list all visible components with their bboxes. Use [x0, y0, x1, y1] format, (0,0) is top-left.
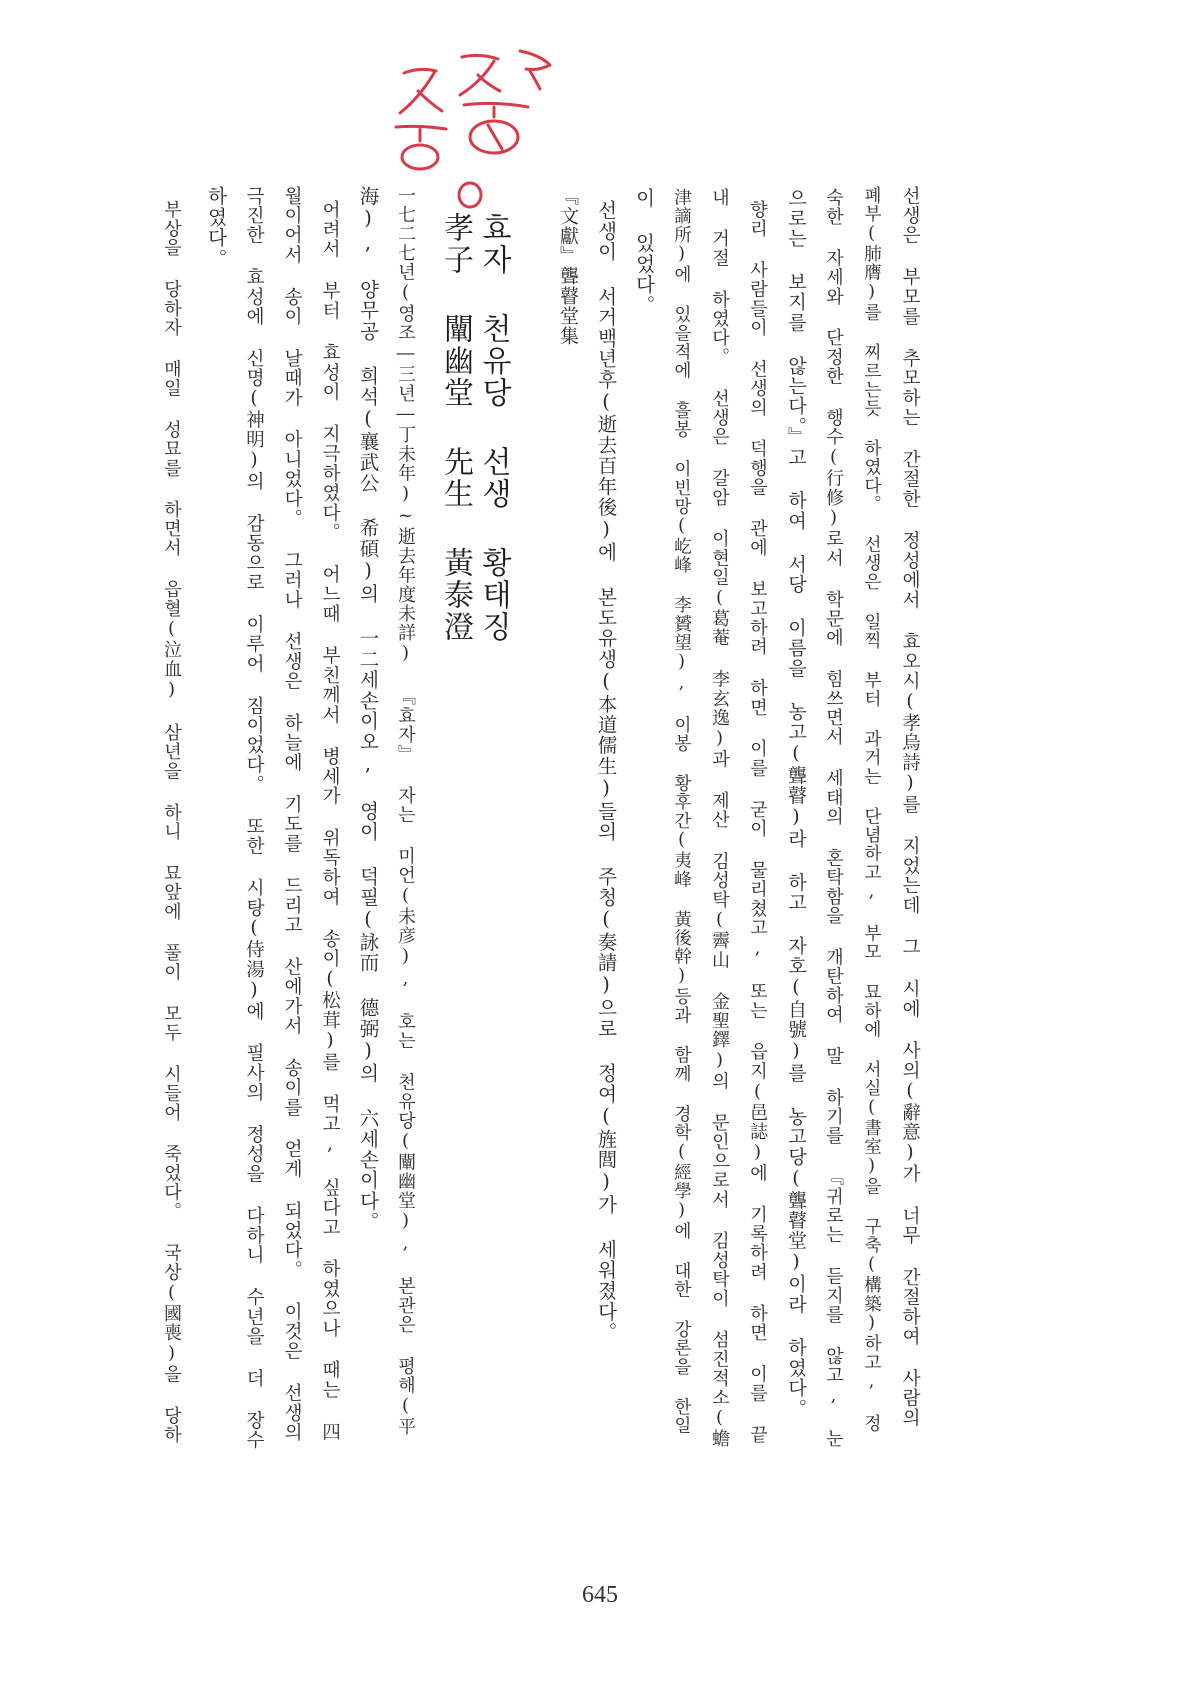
text-column: 一七二七년(영조―三년―丁未年)~逝去年度未詳) 『효자』 자는 미언(未彦), 호는 천유당(闡幽堂), 본관은 평해(平: [395, 186, 416, 1437]
section-heading-korean: 효자 천유당 선생 황태징: [476, 212, 511, 643]
text-column: 선생은 부모를 추모하는 간절한 정성에서 효오시(孝烏詩)를 지었는데 그 시에 사의(辭意)가 너무 간절하여 사람의: [899, 186, 921, 1428]
page-number: 645: [582, 1582, 618, 1608]
text-column: 海), 양무공 희석(襄武公 希碩)의 一二세손이오, 영이 덕필(詠而 德弼)의 六세손이다。: [356, 186, 380, 1233]
text-column: 극진한 효성에 신명(神明)의 감동으로 이루어 짐이었다。 또한 시탕(侍湯)에 필사의 정성을 다하니 수년을 더 장수: [243, 186, 265, 1450]
text-column: 폐부(肺膺)를 찌르는듯 하였다。 선생은 일찍 부터 과거는 단념하고, 부모 묘하에 서실(書室)을 구축(構築)하고, 정: [861, 186, 882, 1433]
text-column: 부상을 당하자 매일 성묘를 하면서 읍혈(泣血) 삼년을 하니 묘앞에 풀이 모두 시들어 죽었다。 국상(國喪)을 당하: [161, 200, 182, 1445]
text-column: 월이어서 송이 날때가 아니었다。 그러나 선생은 하늘에 기도를 드리고 산에가서 송이를 얻게 되었다。 이것은 선생의: [281, 186, 303, 1443]
source-citation: 『文獻』聾瞽堂集: [557, 186, 579, 346]
text-column: 이 있었다。: [632, 188, 656, 316]
text-column: 하였다。: [204, 186, 228, 269]
text-column: 어려서 부터 효성이 지극하였다。 어느때 부친께서 병세가 위독하여 송이(松茸)를 먹고, 싶다고 하였으나 때는 四: [319, 200, 341, 1442]
text-column: 으로는 보지를 않는다。』고 하여 서당 이름을 농고(聾瞽)라 하고 자호(自號)를 농고당(聾瞽堂)이라 하였다。: [785, 188, 807, 1419]
text-column: 선생이 서거백년후(逝去百年後)에 본도유생(本道儒生)들의 주청(奏請)으로 정여(旌閭)가 세워졌다。: [594, 200, 618, 1343]
text-column: 숙한 자세와 단정한 행수(行修)로서 학문에 힘쓰면서 세태의 혼탁함을 개탄하여 말 하기를 『귀로는 듣지를 않고, 눈: [823, 188, 844, 1449]
text-column: 내 거절 하였다。 선생은 갈암 이현일(葛菴 李玄逸)과 제산 김성탁(霽山 金聖鐸)의 문인으로서 김성탁이 섬진적소(蟾: [709, 188, 730, 1449]
section-heading-hanja: 孝子 闡幽堂 先生 黃泰澄: [438, 212, 473, 643]
text-column: 津謫所)에 있을적에 흘봉 이빈망(屹峰 李贇望), 이봉 황후간(夷峰 黃後幹)등과 함께 경학(經學)에 대한 강론을 한일: [671, 188, 692, 1435]
text-column: 향리 사람들이 선생의 덕행을 관에 보고하려 하면 이를 굳이 물리쳤고, 또는 읍지(邑誌)에 기록하려 하면 이를 끝: [747, 200, 768, 1445]
